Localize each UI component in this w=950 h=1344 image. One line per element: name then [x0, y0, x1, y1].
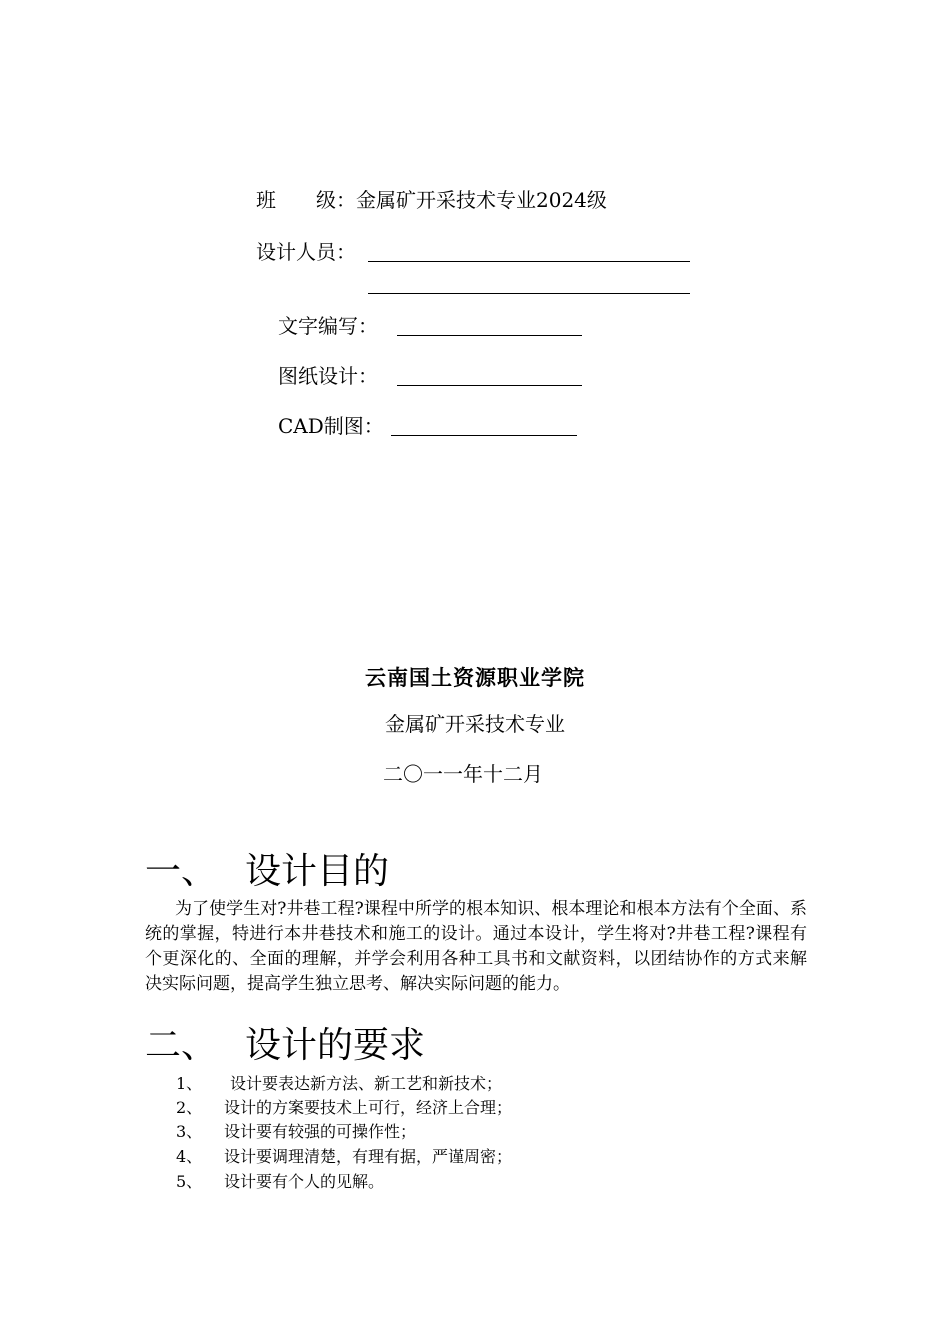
major-name: 金属矿开采技术专业	[385, 712, 565, 736]
requirement-text: 设计要调理清楚，有理有据，严谨周密；	[224, 1147, 513, 1166]
requirement-item	[176, 1172, 384, 1192]
date-line: 二〇一一年十二月	[383, 762, 543, 786]
section-2-heading	[145, 1026, 425, 1066]
class-value: 金属矿开采技术专业2024级	[356, 188, 607, 212]
section-1-heading	[145, 852, 389, 892]
designer-label: 设计人员：	[256, 240, 356, 264]
cad-blank-line	[391, 435, 577, 436]
requirement-item	[176, 1122, 416, 1142]
designer-blank-line-2	[368, 293, 690, 294]
section-1-title: 设计目的	[245, 851, 390, 892]
section-2-title: 设计的要求	[245, 1025, 426, 1066]
class-field	[256, 188, 607, 212]
requirement-text: 设计要有较强的可操作性；	[224, 1122, 417, 1141]
requirement-item	[176, 1074, 502, 1094]
drawing-blank-line	[397, 385, 582, 386]
cad-label: CAD制图：	[278, 414, 384, 438]
school-name: 云南国土资源职业学院	[365, 666, 585, 690]
section-1-number: 一、	[145, 851, 218, 892]
writing-blank-line	[397, 335, 582, 336]
section-2-number: 二、	[145, 1025, 218, 1066]
designer-blank-line-1	[368, 261, 690, 262]
requirement-text: 设计要表达新方法、新工艺和新技术；	[230, 1074, 503, 1093]
requirement-item	[176, 1147, 512, 1167]
requirement-item	[176, 1098, 512, 1118]
requirement-number: 1、	[176, 1074, 203, 1093]
section-1-body: 为了使学生对?井巷工程?课程中所学的根本知识、根本理论和根本方法有个全面、系统的掌握，特进行本井巷技术和施工的设计。通过本设计，学生将对?井巷工程?课程有个更深化的、全面的理解，并学会利用各种工具书和文献资料，以团结协作的方式来解决实际问题，提高学生独立思考、解决实际问题的能力。	[145, 899, 807, 994]
writing-label: 文字编写：	[278, 314, 378, 338]
requirement-text: 设计要有个人的见解。	[224, 1172, 385, 1191]
requirement-text: 设计的方案要技术上可行，经济上合理；	[224, 1098, 513, 1117]
class-label: 班 级：	[256, 188, 356, 212]
requirement-number: 5、	[176, 1172, 203, 1191]
requirement-number: 4、	[176, 1147, 203, 1166]
requirement-number: 2、	[176, 1098, 203, 1117]
requirement-number: 3、	[176, 1122, 203, 1141]
drawing-label: 图纸设计：	[278, 364, 378, 388]
